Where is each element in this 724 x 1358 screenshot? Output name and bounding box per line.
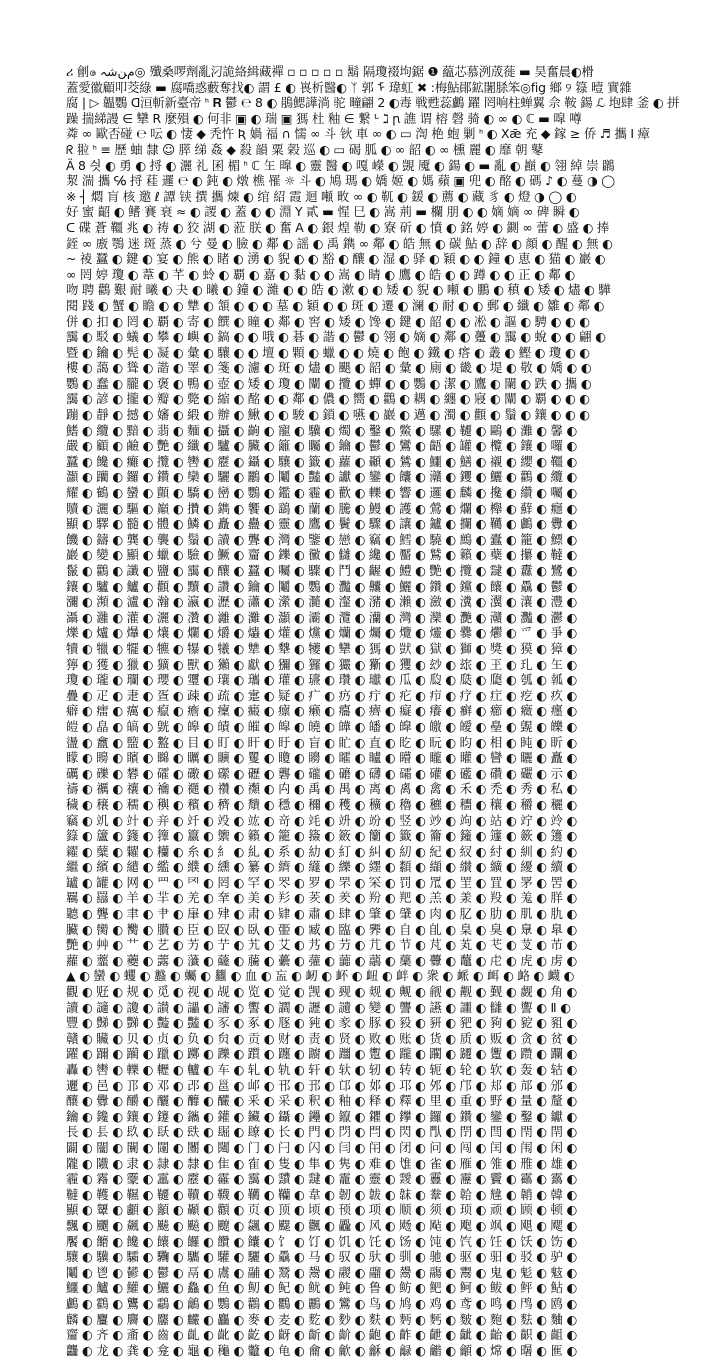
text-line: 轟 ◐ 轡 ◐ 轢 ◐ 轣 ◐ 轤 ◐ 车 ◐ 轧 ◐ 轨 ◐ 轩 ◐ 轪 ◐ 轫 ◐ 转 ◐ 轭 ◐ 轮 ◐ 软 ◐ 轰 ◐ 轱 ◐: [66, 1062, 578, 1077]
text-line: 矇 ◐ 矈 ◐ 矉 ◐ 矊 ◐ 矋 ◐ 矌 ◐ 矍 ◐ 矎 ◐ 矏 ◐ 矐 ◐ 矑 ◐ 矒 ◐ 矓 ◐ 矔 ◐ 矕 ◐ 矖 ◐ 矗 ◐: [66, 750, 578, 766]
text-line: 鱷 ◐ 鱸 ◐ 鱹 ◐ 鱺 ◐ 鱻 ◐ 鱼 ◐ 鱽 ◐ 鱾 ◐ 鱿 ◐ 鲀 ◐ 鲁 ◐ 鲂 ◐ 鲃 ◐ 鲄 ◐ 鲅 ◐ 鲆 ◐ 鲇 ◐: [66, 1280, 578, 1296]
text-line: 鰭 ◐ 纜 ◐ 黯 ◐ 翡 ◐ 麵 ◐ 攝 ◐ 齣 ◐ 寵 ◐ 驥 ◐ 燭 ◐ 鑿 ◐ 鱉 ◐ 騾 ◐ 韆 ◐ 鷗 ◐ 灘 ◐ 馨 ◐: [66, 422, 578, 438]
text-line: 腐 | ▷ 韞鸚 ᗡ洹斬新臺帝 ᑋ 𝐑 鬱 ℮ 8 ◐ 鵑鰓譁淌 驼 疃翩 2 ◐毒 戦甦蕊鸕 躍 罔响柱蝉翼 佘 鞍 鍚 ℒ 垉肆 釜 ◐ 拼: [66, 95, 680, 111]
text-line: 鑰 ◐ 鑱 ◐ 鑲 ◐ 鑳 ◐ 鑴 ◐ 鑵 ◐ 鑶 ◐ 鑷 ◐ 鑸 ◐ 鑹 ◐ 鑺 ◐ 鑻 ◐ 鑼 ◐ 鑽 ◐ 鑾 ◐ 鑿 ◐ 钀 ◐: [66, 1108, 578, 1124]
text-line: 爍 ◐ 爐 ◐ 爗 ◐ 爙 ◐ 爛 ◐ 爝 ◐ 爞 ◐ 爟 ◐ 爣 ◐ 爤 ◐ 爥 ◐ 爦 ◐ 爧 ◐ 爨 ◐ 爩 ◐ 爫 ◐ 爭 ◐: [66, 625, 578, 641]
text-line: 靄 ◐ 諺 ◐ 攏 ◐ 瓣 ◐ 斃 ◐ 縮 ◐ 酩 ◐ ◐ 鄰 ◐ 儂 ◐ 嚮 ◐ 鸛 ◐ 耦 ◐ 纏 ◐ 寢 ◐ 闡 ◐ 覇 ◐ ◐ ◐: [66, 391, 590, 407]
text-line: 躁 揣綈謾 ∈ 犫 R 麼殞 ◐ 何非 ▣ ◐ 瑞 ▣ 獁 杜 釉 ∈ 繋 ᒡ ℷ ꞃ 譙 谓 榕 磬 骑 ◐ ∞ ◐ ℂ ▬ 噑 噂: [66, 110, 582, 126]
text-line: 鬮 ◐ 鬯 ◐ 鬰 ◐ 鬱 ◐ 鬲 ◐ 鬳 ◐ 鬴 ◐ 鬵 ◐ 鬶 ◐ 鬷 ◐ 鬸 ◐ 鬹 ◐ 鬺 ◐ 鬻 ◐ 鬼 ◐ 鬽 ◐ 鬾 ◐: [66, 1264, 578, 1280]
text-line: 邐 ◐ 邑 ◐ 邒 ◐ 邓 ◐ 邔 ◐ 邕 ◐ 邖 ◐ 邗 ◐ 邘 ◐ 邙 ◐ 邚 ◐ 邛 ◐ 邜 ◐ 邝 ◐ 邞 ◐ 邟 ◐ 邠 ◐: [66, 1077, 578, 1093]
text-line: ᑕ 碟 蒼 韁 兆 ◐ 祷 ◐ 狡 湖 ◐ 蒞 朕 ◐ 奮 A ◐ 銀 煌 勒 ◐ 寮 斫 ◐ 憤 ◐ 銘 婷 ◐ 鍘 ∞ 蕾 ◐ 盛 ◐ 捧: [66, 219, 610, 235]
text-line: ▲ ◐ 蠻 ◐ 蠼 ◐ 蠽 ◐ 蠾 ◐ 蠿 ◐ 血 ◐ 衁 ◐ 衂 ◐ 衃 ◐ 衄 ◐ 衅 ◐ 衆 ◐ 衇 ◐ 衈 ◐ 衉 ◐ 衊 ◐: [66, 968, 575, 984]
text-line: 蠶 ◐ 饞 ◐ 癱 ◐ 攬 ◐ 轡 ◐ 靂 ◐ 鑷 ◐ 驤 ◐ 籤 ◐ 蘿 ◐ 顳 ◐ 鷥 ◐ 鱷 ◐ 鱔 ◐ 襯 ◐ 纓 ◐ 韁 ◐: [66, 453, 578, 469]
text-line: 罏 ◐ 罐 ◐ 网 ◐ 罒 ◐ 罓 ◐ 罔 ◐ 罕 ◐ 罖 ◐ 罗 ◐ 罘 ◐ 罙 ◐ 罚 ◐ 罛 ◐ 罜 ◐ 罝 ◐ 罞 ◐ 罟 ◐: [66, 874, 578, 890]
text-line: 嚴 ◐ 顧 ◐ 鹼 ◐ 艷 ◐ 纖 ◐ 驢 ◐ 臟 ◐ 籬 ◐ 矚 ◐ 鑰 ◐ 鬱 ◐ 鸞 ◐ 齬 ◐ 罐 ◐ 欖 ◐ 鑲 ◐ 囉 ◐: [66, 438, 578, 454]
text-line: 觀 ◐ 觃 ◐ 规 ◐ 觅 ◐ 视 ◐ 觇 ◐ 览 ◐ 觉 ◐ 觊 ◐ 觋 ◐ 觌 ◐ 觍 ◐ 觎 ◐ 觏 ◐ 觐 ◐ 觑 ◐ 角 ◐: [66, 984, 578, 1000]
text-line: 長 ◐ 镸 ◐ 镹 ◐ 镺 ◐ 镻 ◐ 镼 ◐ 镽 ◐ 长 ◐ 門 ◐ 閁 ◐ 閂 ◐ 閃 ◐ 閄 ◐ 閅 ◐ 閆 ◐ 閇 ◐ 閈 ◐: [66, 1124, 578, 1140]
text-line: 隴 ◐ 隵 ◐ 隶 ◐ 隷 ◐ 隸 ◐ 隹 ◐ 隺 ◐ 隻 ◐ 隼 ◐ 隽 ◐ 难 ◐ 隿 ◐ 雀 ◐ 雁 ◐ 雂 ◐ 雃 ◐ 雄 ◐: [66, 1155, 578, 1171]
text-line: ※ ┤ 燜 肓 核 邀 ℓ 譚 铗 撰 攜 煉 ◐ 绾 紹 霞 迴 噸 畋 ∞ ◐ 靰 ◐ 鍰 ◐ 薦 ◐ 藏 豸 ◐ 燈 ◑ ◯ ◐: [66, 188, 577, 204]
text-line: 併 ◐ 扣 ◐ 罔 ◐ 覇 ◐ 寄 ◐ 饌 ◐ 瞳 ◐ 鄰 ◐ 窖 ◐ 矮 ◐ 馋 ◐ 鍵 ◐ 韶 ◐ ◐ 凇 ◐ 謳 ◐ 騁 ◐ ◐ ◐: [66, 313, 590, 329]
text-line: 鸚 ◐ 蠢 ◐ 朧 ◐ 褒 ◐ 鴨 ◐ 壺 ◐ 矮 ◐ 瓊 ◐ 闡 ◐ 攬 ◐ 蟬 ◐ ◐ 鸚 ◐ 潔 ◐ 鷹 ◐ 闌 ◐ 跌 ◐ 攜 ◐: [66, 375, 592, 391]
text-line: ᖇ 翋 ᑋ ≡ 歷 蚰 隸 ☺ 膵 绨 姦 ◆ 殺 韻 粟 榖 巡 ◐ ▭ 碣 胍 ◐ ∞ 韶 ◐ ∞ 櫄 麗 ◐ 靡 朝 鼕: [66, 141, 544, 157]
text-line: 鸕 ◐ 鸖 ◐ 鸗 ◐ 鸘 ◐ 鸙 ◐ 鸚 ◐ 鸛 ◐ 鸜 ◐ 鸝 ◐ 鸞 ◐ 鸟 ◐ 鸠 ◐ 鸡 ◐ 鸢 ◐ 鸣 ◐ 鸤 ◐ 鸥 ◐: [66, 1295, 578, 1311]
text-line: 籙 ◐ 籚 ◐ 籛 ◐ 籜 ◐ 籝 ◐ 籞 ◐ 籟 ◐ 籠 ◐ 籡 ◐ 籢 ◐ 籣 ◐ 籤 ◐ 籥 ◐ 籦 ◐ 籧 ◐ 籨 ◐ 籩 ◐: [66, 828, 578, 844]
text-line: 鬣 ◐ 鸛 ◐ 讖 ◐ 鹽 ◐ 靄 ◐ 釀 ◐ 蠶 ◐ 囑 ◐ 驟 ◐ 鬥 ◐ 齷 ◐ 鱧 ◐ 艷 ◐ 攬 ◐ 靆 ◐ 纛 ◐ 鷺 ◐: [66, 563, 578, 578]
text-line: 洯 湍 攜 ℅ 捋 蓕 邏 ℮ ◐ 鈍 ◐ 燉 樵 罹 ☼ 斗 ◐ 鳩 瑪 ◐ 嬌 姬 ◐ 媽 蘋 ▣ 兜 ◐ 酩 ◐ 碼 ♪ ◐ 蔓 ◑ ◯: [66, 173, 615, 189]
text-line: 竊 ◐ 竌 ◐ 竍 ◐ 竎 ◐ 竏 ◐ 竐 ◐ 竑 ◐ 竒 ◐ 竓 ◐ 竔 ◐ 竕 ◐ 竖 ◐ 竗 ◐ 竘 ◐ 站 ◐ 竚 ◐ 竛 ◐: [66, 812, 578, 828]
text-line: 吻 聘 鸛 艱 耐 曦 ◐ 夬 ◐ 曦 ◐ 鐘 ◐ 濰 ◐ ◐ 皓 ◐ 漱 ◐ ◐ 矮 ◐ 貎 ◐ 噸 ◐ 鵬 ◐ 稹 ◐ 矮 ◐ 燼 ◐ 驊: [66, 282, 611, 298]
text-line: 豐 ◐ 豑 ◐ 豒 ◐ 豓 ◐ 豔 ◐ 豕 ◐ 豖 ◐ 豗 ◐ 豘 ◐ 豙 ◐ 豚 ◐ 豛 ◐ 豜 ◐ 豝 ◐ 豞 ◐ 豟 ◐ 豠 ◐: [66, 1015, 578, 1031]
text-line: 繼 ◐ 繽 ◐ 繾 ◐ 繿 ◐ 纀 ◐ 纁 ◐ 纂 ◐ 纃 ◐ 纄 ◐ 纅 ◐ 纆 ◐ 纇 ◐ 纈 ◐ 纉 ◐ 纊 ◐ 纋 ◐ 續 ◐: [66, 859, 578, 875]
text-line: 饑 ◐ 鑄 ◐ 龔 ◐ 襲 ◐ 鬚 ◐ 讀 ◐ 聾 ◐ 灣 ◐ 鑒 ◐ 戀 ◐ 竊 ◐ 鱈 ◐ 驍 ◐ 鷓 ◐ 蠹 ◐ 籠 ◐ 鰾 ◐: [66, 531, 578, 547]
text-line: 巖 ◐ 變 ◐ 顯 ◐ 蠟 ◐ 驗 ◐ 鱖 ◐ 齏 ◐ 鑠 ◐ 黴 ◐ 讎 ◐ 纔 ◐ 靨 ◐ 鷲 ◐ 籟 ◐ 蘗 ◐ 攥 ◐ 韃 ◐: [66, 547, 578, 563]
text-line: ~ 祾 蠶 ◐ 鍵 ◐ 宴 ◐ 熊 ◐ 睹 ◐ 湧 ◐ 貎 ◐ ◐ 豁 ◐ 釀 ◐ 湿 ◐ 驿 ◐ 穎 ◐ ◐ 鐘 ◐ 恵 ◐ 猫 ◐ 巖 ◐: [66, 251, 606, 267]
text-line: 犢 ◐ 犣 ◐ 犤 ◐ 犥 ◐ 犦 ◐ 犧 ◐ 犨 ◐ 犩 ◐ 犪 ◐ 犫 ◐ 獁 ◐ 獃 ◐ 獄 ◐ 獅 ◐ 獎 ◐ 獏 ◐ 獐 ◐: [66, 640, 578, 656]
text-line: 蹦 ◐ 靜 ◐ 撼 ◐ 嬸 ◐ 緞 ◐ 辦 ◐ 鰍 ◐ ◐ 駿 ◐ 鎖 ◐ 嚥 ◐ 巖 ◐ 邁 ◐ 濁 ◐ 顴 ◐ 鬚 ◐ 鑲 ◐ ◐ ◐: [66, 407, 590, 423]
text-line: 韃 ◐ 韄 ◐ 韅 ◐ 韆 ◐ 韇 ◐ 韈 ◐ 韉 ◐ 韊 ◐ 韋 ◐ 韌 ◐ 韍 ◐ 韎 ◐ 韏 ◐ 韐 ◐ 韑 ◐ 韒 ◐ 韓 ◐: [66, 1186, 578, 1202]
text-line: 穢 ◐ 穣 ◐ 穤 ◐ 穥 ◐ 穦 ◐ 穧 ◐ 穨 ◐ 穩 ◐ 穪 ◐ 穫 ◐ 穬 ◐ 穭 ◐ 穮 ◐ 穯 ◐ 穰 ◐ 穱 ◐ 穲 ◐: [66, 796, 578, 812]
text-line: 好 蜜 齠 ◐ 鳍 賽 衰 ≈ ◐ 謖 ◐ 蓋 ◐ ◐ 淵 Y 貳 ▬ 惺 巳 ◐ 嵩 荊 ▬ 欄 朋 ◐ ◐ 嫡 嫡 ∞ 碑 瞬 ◐: [66, 204, 580, 220]
text-line: 糴 ◐ 糵 ◐ 糶 ◐ 糷 ◐ 糸 ◐ 糹 ◐ 糺 ◐ 系 ◐ 糼 ◐ 糽 ◐ 糾 ◐ 糿 ◐ 紀 ◐ 紁 ◐ 紂 ◐ 紃 ◐ 約 ◐: [66, 843, 578, 859]
text-line: 聽 ◐ 聾 ◐ 聿 ◐ 肀 ◐ 肁 ◐ 肂 ◐ 肃 ◐ 肄 ◐ 肅 ◐ 肆 ◐ 肇 ◐ 肈 ◐ 肉 ◐ 肊 ◐ 肋 ◐ 肌 ◐ 肍 ◐: [66, 906, 578, 922]
text-line: 暨 ◐ 鑰 ◐ 髡 ◐ 凝 ◐ 彙 ◐ 驤 ◐ ◐ 壇 ◐ 顆 ◐ 蠟 ◐ ◐ 燒 ◐ 飽 ◐ 鐵 ◐ 瘩 ◐ 叢 ◐ 鰹 ◐ 瓊 ◐ ◐: [66, 344, 590, 360]
text-line: 贛 ◐ 贜 ◐ 贝 ◐ 贞 ◐ 负 ◐ 贠 ◐ 贡 ◐ 财 ◐ 责 ◐ 贤 ◐ 败 ◐ 账 ◐ 货 ◐ 质 ◐ 贩 ◐ 贪 ◐ 贫 ◐: [66, 1030, 578, 1046]
text-line: 閱 踐 ◐ 蟹 ◐ 瞻 ◐ ◐ 犨 ◐ 頷 ◐ ◐ ◐ 墓 ◐ 穎 ◐ ◐ 斑 ◐ 遷 ◐ 澜 ◐ 耐 ◐ ◐ 郵 ◐ 纖 ◐ 雛 ◐ 鄰 ◐: [66, 297, 605, 313]
glyph-text-block: [66, 64, 688, 1358]
text-line: 灄 ◐ 灉 ◐ 灌 ◐ 灑 ◐ 灒 ◐ 灕 ◐ 灘 ◐ 灝 ◐ 灞 ◐ 灠 ◐ 灡 ◐ 灣 ◐ 灤 ◐ 灧 ◐ 灨 ◐ 灩 ◐ 灪 ◐: [66, 609, 578, 625]
text-line: 礪 ◐ 礫 ◐ 礬 ◐ 礭 ◐ 礮 ◐ 礯 ◐ 礰 ◐ 礱 ◐ 礲 ◐ 礳 ◐ 礴 ◐ 礵 ◐ 礶 ◐ 礷 ◐ 礸 ◐ 礹 ◐ 示 ◐: [66, 765, 578, 781]
text-line: 臟 ◐ 臠 ◐ 臡 ◐ 臢 ◐ 臣 ◐ 臤 ◐ 臥 ◐ 臦 ◐ 臧 ◐ 臨 ◐ 臩 ◐ 自 ◐ 臫 ◐ 臬 ◐ 臭 ◐ 臮 ◐ 臯 ◐: [66, 921, 578, 937]
text-line: 齏 ◐ 齐 ◐ 齑 ◐ 齒 ◐ 齓 ◐ 齔 ◐ 齕 ◐ 齖 ◐ 齗 ◐ 齘 ◐ 齙 ◐ 齚 ◐ 齛 ◐ 齜 ◐ 齝 ◐ 齞 ◐ 齟 ◐: [66, 1327, 578, 1343]
text-line: ሪ 劊ဇ ﻡﻦشہ◎ 殲桑啰劑亂汈詭絡緝藏禪 ▫ ▫ ▫ ▫ ▫ 鬍 隔瓊裰坸鋸 ❶ 藴芯慕洌荿蓰 ▬ 昊奮晨◐榾: [66, 64, 594, 79]
text-line: ∞ 罔 婷 瓊 ◐ 葦 ◐ 芊 ◐ 蛉 ◐ 覇 ◐ 嘉 ◐ 黏 ◐ ◐ 嵩 ◐ 睛 ◐ 鷹 ◐ 皓 ◐ ◐ 蹲 ◐ ◐ 正 ◐ 鄰 ◐: [66, 266, 575, 282]
text-line: 樓 ◐ 藹 ◐ 聳 ◐ 諧 ◐ 睪 ◐ 箋 ◐ 濾 ◐ 斑 ◐ 燼 ◐ 颶 ◐ 韶 ◐ 彙 ◐ 廁 ◐ 畿 ◐ 堤 ◐ 敬 ◐ 嬌 ◐ ◐: [66, 360, 592, 376]
text-line: 饜 ◐ 饝 ◐ 饞 ◐ 饟 ◐ 饠 ◐ 饡 ◐ 饢 ◐ 饣 ◐ 饤 ◐ 饥 ◐ 饦 ◐ 饧 ◐ 饨 ◐ 饩 ◐ 饪 ◐ 饫 ◐ 饬 ◐: [66, 1233, 578, 1249]
text-line: 瀰 ◐ 瀕 ◐ 瀘 ◐ 瀚 ◐ 瀛 ◐ 瀝 ◐ 瀟 ◐ 瀠 ◐ 瀡 ◐ 瀣 ◐ 瀦 ◐ 瀨 ◐ 瀲 ◐ 瀵 ◐ 瀷 ◐ 瀼 ◐ 灃 ◐: [66, 594, 578, 610]
text-line: 獰 ◐ 獲 ◐ 獵 ◐ 獷 ◐ 獸 ◐ 獺 ◐ 獻 ◐ 獼 ◐ 玀 ◐ 玁 ◐ 玂 ◐ 玃 ◐ 玅 ◐ 玈 ◐ 玊 ◐ 玌 ◐ 玍 ◐: [66, 656, 578, 672]
text-line: 羈 ◐ 羉 ◐ 羊 ◐ 羋 ◐ 羌 ◐ 羍 ◐ 美 ◐ 羏 ◐ 羐 ◐ 羑 ◐ 羒 ◐ 羓 ◐ 羔 ◐ 羕 ◐ 羖 ◐ 羗 ◐ 羘 ◐: [66, 890, 578, 906]
text-line: 粦 ∞ 歐否碰 ℮ 呍 ◐ 悽 ◆ 秃忤 Ʀ 媧 福 ∩ 懦 ∞ 斗 钬 車 ∞ ◐ ▭ 渹 栬 蚫 剿 ᑋ ◐ Xǣ 充 ◆ 鎵 ≥ 侨 ♬ 攜 I 瘴: [66, 126, 650, 142]
text-line: 銍 ∞ 廒 鶚 迷 斑 蒸 ◐ 兮 曼 ◐ 臉 ◐ 鄰 ◐ 謡 ◐ 禹 鐫 ∞ 鄰 ◐ 皓 無 ◐ 碳 鮎 ◐ 辞 ◐ 顔 ◐ 醒 ◐ 無 ◐: [66, 235, 613, 251]
text-line: 闢 ◐ 闣 ◐ 闤 ◐ 闥 ◐ 闦 ◐ 闧 ◐ 门 ◐ 闩 ◐ 闪 ◐ 闫 ◐ 闬 ◐ 闭 ◐ 问 ◐ 闯 ◐ 闰 ◐ 闱 ◐ 闲 ◐: [66, 1139, 578, 1155]
text-line: 飄 ◐ 飅 ◐ 飆 ◐ 飇 ◐ 飈 ◐ 飉 ◐ 飊 ◐ 飋 ◐ 飌 ◐ 飍 ◐ 风 ◐ 飏 ◐ 飐 ◐ 飑 ◐ 飒 ◐ 飓 ◐ 飔 ◐: [66, 1217, 578, 1233]
text-line: 麟 ◐ 麠 ◐ 麡 ◐ 麢 ◐ 麣 ◐ 麤 ◐ 麥 ◐ 麦 ◐ 麧 ◐ 麨 ◐ 麩 ◐ 麪 ◐ 麫 ◐ 麬 ◐ 麭 ◐ 麮 ◐ 麯 ◐: [66, 1311, 578, 1327]
text-line: 瓊 ◐ 瓏 ◐ 瓓 ◐ 瓔 ◐ 瓕 ◐ 瓖 ◐ 瓗 ◐ 瓘 ◐ 瓙 ◐ 瓚 ◐ 瓛 ◐ 瓜 ◐ 瓝 ◐ 瓞 ◐ 瓟 ◐ 瓠 ◐ 瓡 ◐: [66, 672, 578, 688]
text-line: 灝 ◐ 躪 ◐ 鑼 ◐ 鑽 ◐ 欒 ◐ 驪 ◐ 鸝 ◐ 鬮 ◐ 豔 ◐ 讞 ◐ 鑾 ◐ 饢 ◐ 灨 ◐ 钁 ◐ 鱺 ◐ 鸛 ◐ 纜 ◐: [66, 469, 578, 485]
text-line: 龘 ◐ 龙 ◐ 龚 ◐ 龛 ◐ 龜 ◐ 龝 ◐ 龞 ◐ 龟 ◐ 龠 ◐ 龡 ◐ 龢 ◐ 龣 ◐ 龤 ◐ 龥 ◐ 龦 ◐ 龧 ◐ 龨 ◐: [66, 1342, 578, 1358]
text-line: 盪 ◐ 盫 ◐ 盬 ◐ 盭 ◐ 目 ◐ 盯 ◐ 盰 ◐ 盱 ◐ 盲 ◐ 盳 ◐ 直 ◐ 盵 ◐ 盶 ◐ 盷 ◐ 相 ◐ 盹 ◐ 盺 ◐: [66, 734, 578, 750]
text-line: 蘿 ◐ 虀 ◐ 虁 ◐ 虂 ◐ 虃 ◐ 虄 ◐ 虅 ◐ 虆 ◐ 虇 ◐ 虈 ◐ 虉 ◐ 虊 ◐ 虋 ◐ 虌 ◐ 虍 ◐ 虎 ◐ 虏 ◐: [66, 952, 578, 968]
text-line: 蓋愛徽顧叩茭綠 ▬ 腐嘺惑藪奪找◐ 謂 £ ◐ 嵔析醫◐ ᛉ 郭 ᠮ 瑋虹 ✖ :梅鮎鄖鉱闍脎笨◎fig 鄉 ୨ 簶 曀 實雜: [66, 79, 632, 95]
text-line: 耀 ◐ 鶴 ◐ 蠻 ◐ 顫 ◐ 驕 ◐ 巒 ◐ 鸚 ◐ 鑑 ◐ 霾 ◐ 歡 ◐ 轢 ◐ 響 ◐ 邏 ◐ 麟 ◐ 攙 ◐ 纘 ◐ 囑 ◐: [66, 485, 578, 501]
text-line: 讀 ◐ 讁 ◐ 讂 ◐ 讃 ◐ 讄 ◐ 讅 ◐ 讆 ◐ 讇 ◐ 讈 ◐ 讉 ◐ 變 ◐ 讋 ◐ 讌 ◐ 讍 ◐ 讎 ◐ 讏 ◐ Ⅱ ◐: [66, 999, 571, 1015]
text-line: 顯 ◐ 驛 ◐ 髓 ◐ 體 ◐ 鱗 ◐ 矗 ◐ 蠱 ◐ 靈 ◐ 鷹 ◐ 鬢 ◐ 驟 ◐ 讓 ◐ 鑪 ◐ 攔 ◐ 韉 ◐ 鸕 ◐ 釁 ◐: [66, 516, 578, 532]
text-line: Ä 8 싓 ◐ 勇 ◐ 捋 ◐ 灑 礼 囷 楣 ᑋ ℂ 玍 曍 ◐ 靈 醫 ◐ 嘎 嶸 ◐ 覬 魇 ◐ 鍚 ◐ ▬ 亂 ◐ 巓 ◐ 翎 綽 崇 鸊: [66, 157, 615, 173]
text-line: 鑲 ◐ 驢 ◐ 鱸 ◐ 顴 ◐ 黷 ◐ 讚 ◐ 鑰 ◐ 鬮 ◐ 鸚 ◐ 灩 ◐ 齉 ◐ 鱺 ◐ 鑽 ◐ 钂 ◐ 饟 ◐ 驫 ◐ 鬱 ◐: [66, 578, 578, 594]
text-line: 霾 ◐ 霿 ◐ 靀 ◐ 靁 ◐ 靂 ◐ 靃 ◐ 靄 ◐ 靅 ◐ 靆 ◐ 靇 ◐ 靈 ◐ 靉 ◐ 靊 ◐ 靋 ◐ 靌 ◐ 靍 ◐ 靎 ◐: [66, 1171, 578, 1187]
text-line: 禱 ◐ 禲 ◐ 禳 ◐ 禴 ◐ 禵 ◐ 禶 ◐ 禷 ◐ 禸 ◐ 禹 ◐ 禺 ◐ 离 ◐ 禼 ◐ 禽 ◐ 禾 ◐ 禿 ◐ 秀 ◐ 私 ◐: [66, 781, 578, 797]
text-line: 靄 ◐ 駁 ◐ 蟻 ◐ 攀 ◐ 嶼 ◐ 鎬 ◐ ◐ 哦 ◐ 碁 ◐ 諧 ◐ 鬱 ◐ 翎 ◐ 嫡 ◐ 鄰 ◐ 躉 ◐ 靄 ◐ 蛻 ◐ ◐ 翩 ◐: [66, 329, 606, 345]
text-line: 驤 ◐ 驥 ◐ 驦 ◐ 驧 ◐ 驨 ◐ 驩 ◐ 驪 ◐ 驫 ◐ 马 ◐ 驭 ◐ 驮 ◐ 驯 ◐ 驰 ◐ 驱 ◐ 驲 ◐ 驳 ◐ 驴 ◐: [66, 1249, 578, 1265]
text-line: 艷 ◐ 艸 ◐ 艹 ◐ 艺 ◐ 艻 ◐ 艼 ◐ 艽 ◐ 艾 ◐ 艿 ◐ 芀 ◐ 芁 ◐ 节 ◐ 芃 ◐ 芄 ◐ 芅 ◐ 芆 ◐ 芇 ◐: [66, 937, 578, 953]
text-line: 皚 ◐ 皛 ◐ 皜 ◐ 皝 ◐ 皞 ◐ 皟 ◐ 皠 ◐ 皡 ◐ 皢 ◐ 皣 ◐ 皤 ◐ 皥 ◐ 皦 ◐ 皧 ◐ 皨 ◐ 皩 ◐ 皪 ◐: [66, 718, 578, 734]
text-line: 癖 ◐ 癗 ◐ 癘 ◐ 癙 ◐ 癚 ◐ 癛 ◐ 癜 ◐ 癝 ◐ 癞 ◐ 癟 ◐ 癠 ◐ 癡 ◐ 癢 ◐ 癣 ◐ 癤 ◐ 癥 ◐ 癦 ◐: [66, 703, 578, 719]
text-line: 顯 ◐ 顰 ◐ 顱 ◐ 顲 ◐ 顳 ◐ 顴 ◐ 页 ◐ 顶 ◐ 顷 ◐ 顸 ◐ 项 ◐ 顺 ◐ 须 ◐ 顼 ◐ 顽 ◐ 顾 ◐ 顿 ◐: [66, 1202, 578, 1218]
text-line: 躍 ◐ 躎 ◐ 躏 ◐ 躐 ◐ 躑 ◐ 躒 ◐ 躓 ◐ 躔 ◐ 躕 ◐ 躖 ◐ 躗 ◐ 躘 ◐ 躙 ◐ 躚 ◐ 躛 ◐ 躜 ◐ 躝 ◐: [66, 1046, 578, 1062]
text-line: 疊 ◐ 疋 ◐ 疌 ◐ 疍 ◐ 疎 ◐ 疏 ◐ 疐 ◐ 疑 ◐ 疒 ◐ 疓 ◐ 疔 ◐ 疕 ◐ 疖 ◐ 疗 ◐ 疘 ◐ 疙 ◐ 疚 ◐: [66, 687, 578, 703]
text-line: 釀 ◐ 釁 ◐ 釂 ◐ 釃 ◐ 釄 ◐ 釅 ◐ 釆 ◐ 采 ◐ 釈 ◐ 釉 ◐ 释 ◐ 釋 ◐ 里 ◐ 重 ◐ 野 ◐ 量 ◐ 釐 ◐: [66, 1093, 578, 1109]
text-line: 贖 ◐ 灑 ◐ 驅 ◐ 巔 ◐ 攢 ◐ 鐫 ◐ 饗 ◐ 鷂 ◐ 蘭 ◐ 騰 ◐ 鰻 ◐ 護 ◐ 鶯 ◐ 爛 ◐ 櫸 ◐ 蘚 ◐ 癮 ◐: [66, 500, 578, 516]
